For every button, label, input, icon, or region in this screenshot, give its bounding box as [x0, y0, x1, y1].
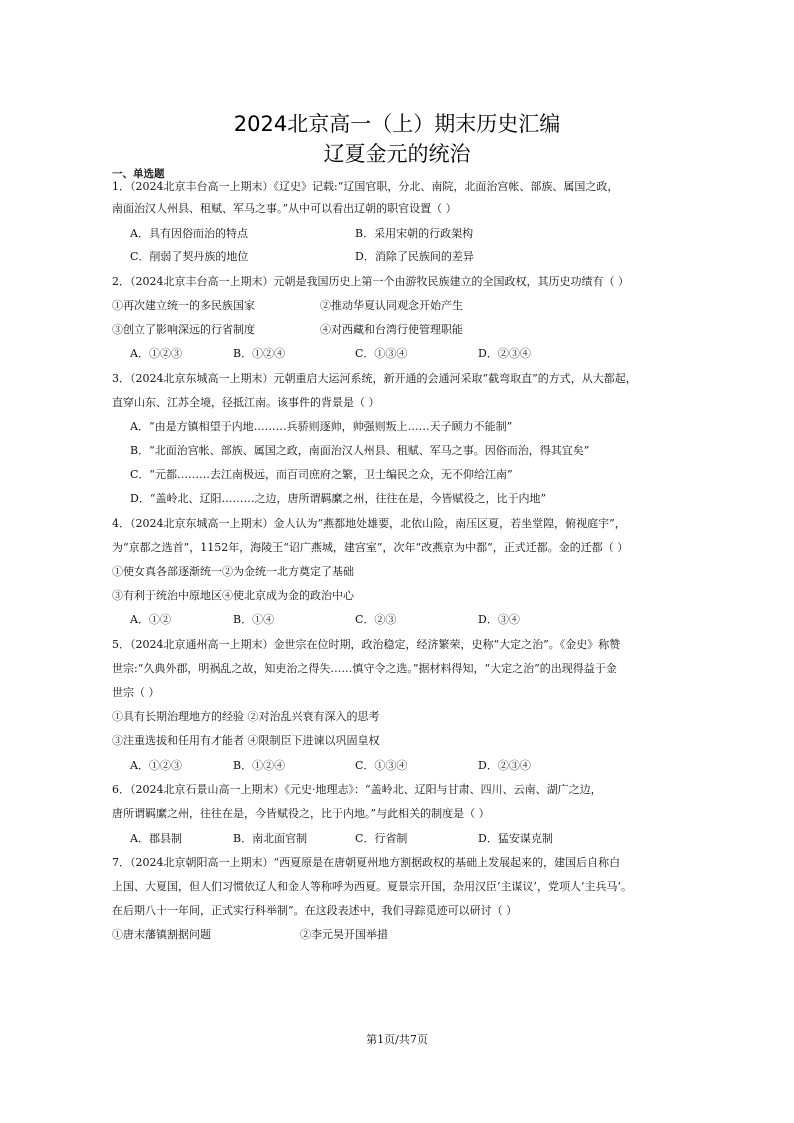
- q6-option-a: A．郡县制: [130, 832, 182, 845]
- q4-option-d: D．③④: [478, 613, 520, 626]
- q2-option-c: C．①③④: [355, 347, 408, 360]
- q4-stem-line-3: ①使女真各部逐渐统一②为金统一北方奠定了基础: [112, 565, 354, 578]
- q4-stem-line-2: 为“京都之选首”，1152年，海陵王“诏广燕城，建宫室”，次年“改燕京为中都”，正式迁都。金的迁都（ ）: [112, 541, 629, 554]
- q2-option-d: D．②③④: [478, 347, 531, 360]
- q4-option-b: B．①④: [233, 613, 275, 626]
- q5-option-c: C．①③④: [355, 759, 408, 772]
- q6-stem-line-2: 唐所谓羁縻之州，往往在是，今皆赋役之，比于内地。”与此相关的制度是（ ）: [112, 807, 490, 820]
- page-number: 第1页/共7页: [366, 1033, 428, 1046]
- q6-option-d: D．猛安谋克制: [478, 832, 553, 845]
- q1-stem-line-2: 南面治汉人州县、租赋、军马之事。”从中可以看出辽朝的职官设置（ ）: [112, 202, 457, 215]
- q3-stem-line-2: 直穿山东、江苏全境，径抵江南。该事件的背景是（ ）: [112, 396, 380, 409]
- q7-stem-line-1: 7．（2024北京朝阳高一上期末）“西夏原是在唐朝夏州地方割据政权的基础上发展起来的，建国后自称白: [112, 856, 621, 869]
- q1-option-b: B．采用宋朝的行政架构: [355, 227, 474, 240]
- section-heading: 一、单选题: [112, 168, 165, 180]
- q4-stem-line-1: 4．（2024北京东城高一上期末）金人认为“燕都地处雄要，北依山险，南压区夏，若坐堂隍，俯视庭宇”，: [112, 517, 626, 530]
- q2-option-a: A．①②③: [130, 347, 182, 360]
- q2-item-3: ③创立了影响深远的行省制度: [112, 323, 255, 336]
- q7-item-1: ①唐末藩镇割据问题: [112, 928, 211, 941]
- q3-option-b: B．“北面治宫帐、部族、属国之政，南面治汉人州县、租赋、军马之事。因俗而治，得其宜矣”: [130, 444, 590, 457]
- q6-stem-line-1: 6．（2024北京石景山高一上期末）《元史·地理志》：“盖岭北、辽阳与甘肃、四川、云南、湖广之边，: [112, 783, 602, 796]
- q2-item-1: ①再次建立统一的多民族国家: [112, 299, 255, 312]
- q5-stem-line-1: 5．（2024北京通州高一上期末）金世宗在位时期，政治稳定，经济繁荣，史称“大定之治”。《金史》称赞: [112, 638, 621, 651]
- q5-stem-line-5: ③注重选拔和任用有才能者 ④限制臣下进谏以巩固皇权: [112, 734, 380, 747]
- q5-option-b: B．①②④: [233, 759, 286, 772]
- q4-option-c: C．②③: [355, 613, 397, 626]
- q1-option-a: A．具有因俗而治的特点: [130, 227, 248, 240]
- q5-option-a: A．①②③: [130, 759, 182, 772]
- q3-option-c: C．“元都………去江南极远，而百司庶府之繁，卫士编民之众，无不仰给江南”: [130, 468, 513, 481]
- q2-stem-line-1: 2．（2024北京丰台高一上期末）元朝是我国历史上第一个由游牧民族建立的全国政权，其历史功绩有（ ）: [112, 275, 629, 288]
- q7-stem-line-3: 在后期八十一年间，正式实行科举制”。在这段表述中，我们寻踪觅迹可以研讨（ ）: [112, 904, 518, 917]
- q1-option-d: D．消除了民族间的差异: [355, 250, 474, 263]
- q2-item-4: ④对西藏和台湾行使管理职能: [320, 323, 463, 336]
- q1-option-c: C．削弱了契丹族的地位: [130, 250, 249, 263]
- q5-stem-line-2: 世宗:“久典外郡，明祸乱之故，知吏治之得失……慎守令之选。”据材料得知，“大定之治”的出现得益于金: [112, 662, 617, 675]
- q5-stem-line-4: ①具有长期治理地方的经验 ②对治乱兴衰有深入的思考: [112, 710, 380, 723]
- document-title: 2024北京高一（上）期末历史汇编: [233, 112, 561, 136]
- q2-item-2: ②推动华夏认同观念开始产生: [320, 299, 463, 312]
- q6-option-b: B．南北面官制: [233, 832, 308, 845]
- q3-stem-line-1: 3．（2024北京东城高一上期末）元朝重启大运河系统，新开通的会通河采取“截弯取直”的方式，从大都起，: [112, 372, 637, 385]
- q3-option-d: D．“盖岭北、辽阳………之边，唐所谓羁縻之州，往往在是，今皆赋役之，比于内地”: [130, 492, 547, 505]
- q3-option-a: A．“由是方镇相望于内地………兵骄则逐帅，帅强则叛上……天子顾力不能制”: [130, 420, 513, 433]
- q6-option-c: C．行省制: [355, 832, 408, 845]
- document-subtitle: 辽夏金元的统治: [323, 142, 471, 166]
- q7-stem-line-2: 上国、大夏国，但人们习惯依辽人和金人等称呼为西夏。夏景宗开国，杂用汉臣‘主谋议’，党项人‘主兵马’。: [112, 880, 632, 893]
- q5-option-d: D．②③④: [478, 759, 531, 772]
- q4-stem-line-4: ③有利于统治中原地区④使北京成为金的政治中心: [112, 589, 354, 602]
- q4-option-a: A．①②: [130, 613, 171, 626]
- q2-option-b: B．①②④: [233, 347, 286, 360]
- q1-stem-line-1: 1．（2024北京丰台高一上期末）《辽史》记载:“辽国官职，分北、南院，北面治宫帐、部族、属国之政，: [112, 180, 619, 193]
- q7-item-2: ②李元昊开国举措: [300, 928, 388, 941]
- q5-stem-line-3: 世宗（ ）: [112, 686, 160, 699]
